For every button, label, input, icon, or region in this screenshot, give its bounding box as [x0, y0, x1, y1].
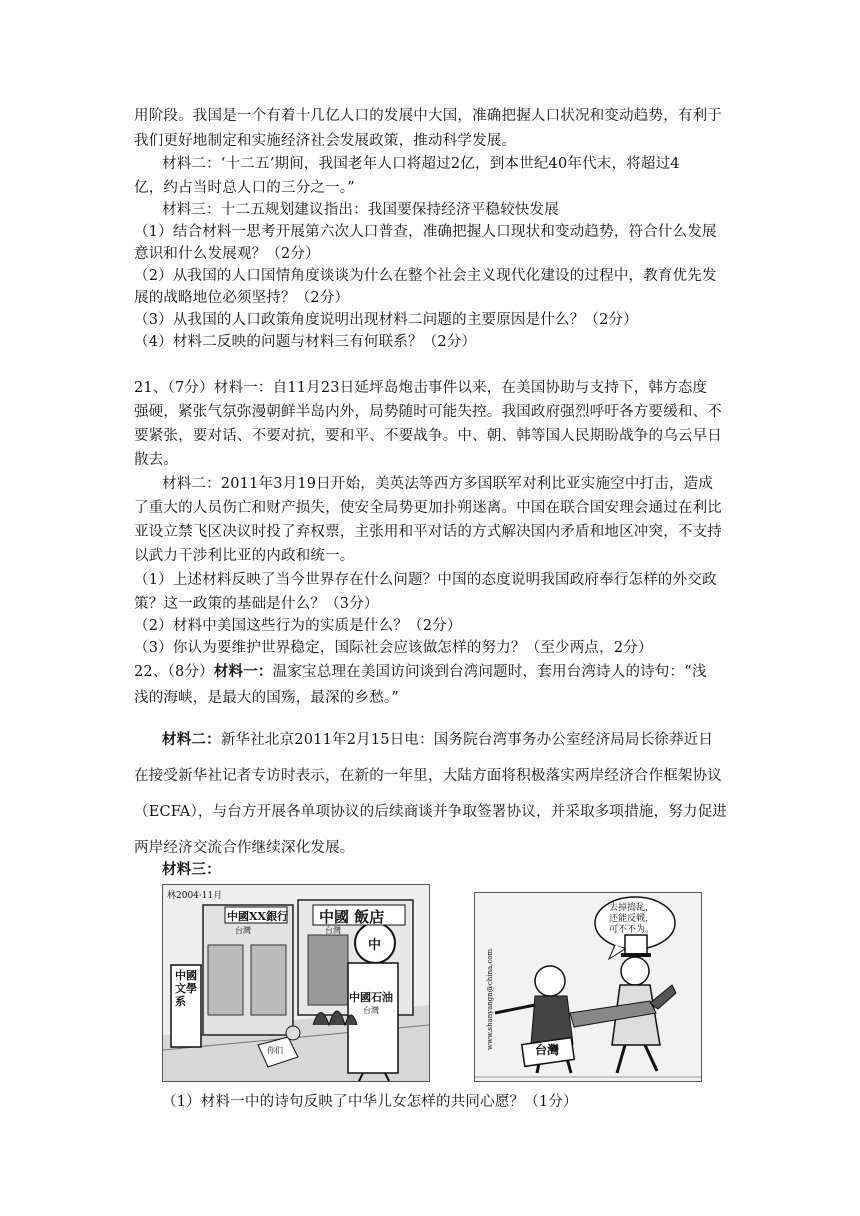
- text-line: 强硬，紧张气氛弥漫朝鲜半岛内外，局势随时可能失控。我国政府强烈呼吁各方要缓和、不: [134, 404, 722, 420]
- bank-sign: 中國XX銀行: [227, 910, 289, 923]
- question-line: （1）上述材料反映了当今世界存在什么问题？中国的态度说明我国政府奉行怎样的外交政: [134, 572, 717, 588]
- question-line: （4）材料二反映的问题与材料三有何联系？（2分）: [134, 334, 477, 350]
- bank-sign-sub: 台灣: [235, 926, 251, 935]
- text-line: 亿，约占当时总人口的三分之一。”: [134, 180, 355, 196]
- artist-signature: 林2004·11月: [167, 891, 223, 901]
- taiwan-sign: 台灣: [535, 1043, 560, 1057]
- hotel-sign-sub: 台灣: [325, 926, 341, 935]
- text-line: 了重大的人员伤亡和财产损失，使安全局势更加扑朔迷离。中国在联合国安理会通过在利比: [134, 500, 722, 516]
- text-line: 材料二：2011年3月19日开始，美英法等西方多国联军对利比亚实施空中打击，造成: [162, 476, 714, 492]
- material-label: 材料二：: [162, 731, 221, 748]
- oil-sign: 中國石油: [349, 991, 393, 1004]
- material-label: 材料三：: [162, 861, 221, 878]
- cartoon-taiwan-street: [162, 884, 430, 1082]
- question-line: （2）材料中美国这些行为的实质是什么？（2分）: [134, 618, 462, 634]
- cartoon-uncle-sam: [474, 892, 702, 1082]
- cartoon-street-drawing: [163, 885, 429, 1081]
- text-line: 要紧张，要对话、不要对抗，要和平、不要战争。中、朝、韩等国人民期盼战争的乌云早日: [134, 428, 722, 444]
- text-line: 我们更好地制定和实施经济社会发展政策，推动科学发展。: [134, 133, 517, 149]
- question-number: 22、（8分）: [134, 664, 214, 680]
- paper-text: 你们: [267, 1046, 283, 1055]
- text-line: 用阶段。我国是一个有着十几亿人口的发展中大国，准确把握人口状况和变动趋势，有利于: [134, 108, 722, 124]
- text-line: 在接受新华社记者专访时表示，在新的一年里，大陆方面将积极落实两岸经济合作框架协议: [134, 768, 722, 784]
- text-line: 浅的海峡，是最大的国殇，最深的乡愁。”: [134, 690, 399, 706]
- question-line: （2）从我国的人口国情角度谈谈为什么在整个社会主义现代化建设的过程中，教育优先发: [134, 268, 717, 284]
- literature-sign: 中國文學系: [175, 969, 197, 1008]
- cartoon-uncle-sam-drawing: [475, 893, 701, 1081]
- oil-emblem: 中: [368, 938, 382, 953]
- question-line: （1）材料一中的诗句反映了中华儿女怎样的共同心愿？（1分）: [162, 1094, 578, 1110]
- question-line: （1）结合材料一思考开展第六次人口普查，准确把握人口现状和变动趋势，符合什么发展: [134, 224, 717, 240]
- question-line: （3）从我国的人口政策角度说明出现材料二问题的主要原因是什么？（2分）: [134, 312, 638, 328]
- side-watermark-url: www.shanyangn@china.com: [486, 948, 494, 1050]
- text-line: 亚设立禁飞区决议时投了弃权票，主张用和平对话的方式解决国内矛盾和地区冲突，不支持: [134, 524, 722, 540]
- hotel-sign: 中國 飯店: [319, 908, 385, 926]
- question-heading: 21、（7分）材料一：自11月23日延坪岛炮击事件以来，在美国协助与支持下，韩方态度: [134, 380, 708, 396]
- material-text: 温家宝总理在美国访问谈到台湾问题时，套用台湾诗人的诗句：“浅: [272, 664, 707, 680]
- oil-sign-sub: 台灣: [363, 1006, 379, 1015]
- question-line: 意识和什么发展观？（2分）: [134, 246, 320, 262]
- material-text: 新华社北京2011年2月15日电：国务院台湾事务办公室经济局局长徐莽近日: [220, 732, 714, 748]
- text-line: 材料三：十二五规划建议指出：我国要保持经济平稳较快发展: [162, 202, 559, 218]
- text-line: （ECFA），与台方开展各单项协议的后续商谈并争取签署协议，并采取多项措施，努力促进: [134, 804, 728, 820]
- question-line: 展的战略地位必须坚持？（2分）: [134, 290, 350, 306]
- question-heading: [134, 662, 734, 682]
- question-line: （3）你认为要维护世界稳定，国际社会应该做怎样的努力？（至少两点，2分）: [134, 640, 653, 656]
- text-line: 材料二：‘十二五’期间，我国老年人口将超过2亿，到本世纪40年代末，将超过4: [162, 156, 680, 172]
- speech-bubble-text: 去掉捣乱，还能反戦，可不不为。: [609, 903, 655, 935]
- text-line: 散去。: [134, 452, 179, 468]
- text-line: [162, 730, 762, 750]
- question-line: 策？这一政策的基础是什么？（3分）: [134, 596, 379, 612]
- text-line: 两岸经济交流合作继续深化发展。: [134, 840, 355, 856]
- material-label: 材料一：: [213, 663, 273, 680]
- text-line: 以武力干涉利比亚的内政和统一。: [134, 548, 355, 564]
